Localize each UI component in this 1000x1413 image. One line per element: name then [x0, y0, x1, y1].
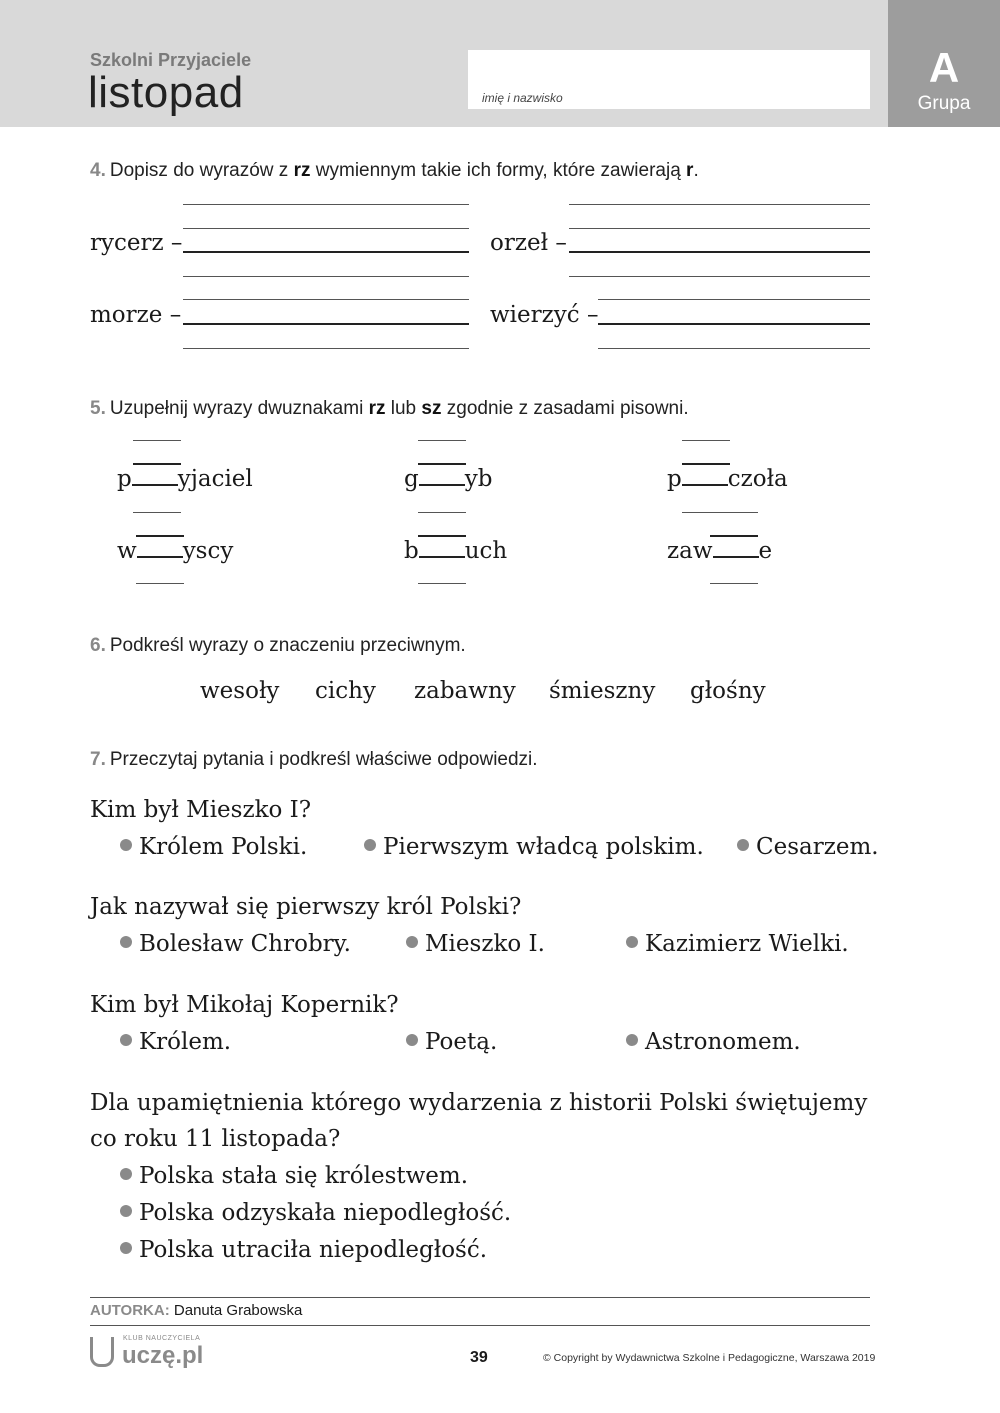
guide-line [136, 535, 184, 537]
guide-line [133, 440, 181, 441]
answer-option[interactable] [364, 834, 704, 860]
fill-blank[interactable] [137, 556, 183, 558]
word-wierzyc: wierzyć – [490, 302, 599, 328]
answer-text: Cesarzem. [756, 834, 879, 860]
word-rycerz: rycerz – [90, 230, 183, 256]
task-text: zgodnie z zasadami pisowni. [441, 398, 689, 419]
task-7-heading [90, 749, 538, 771]
answer-text: Bolesław Chrobry. [139, 931, 351, 957]
guide-line [418, 583, 466, 584]
answer-line-orzel[interactable] [569, 251, 870, 253]
name-field-label: imię i nazwisko [482, 91, 563, 105]
word-end: yjaciel [177, 466, 253, 492]
task-number: 7. [90, 749, 106, 770]
answer-text: Polska stała się królestwem. [139, 1163, 469, 1189]
word-end: yb [464, 466, 493, 492]
word-start: g [404, 466, 419, 492]
group-badge [888, 0, 1000, 127]
series-title: Szkolni Przyjaciele [90, 50, 252, 70]
page-title: listopad [88, 68, 244, 117]
task-4-heading [90, 160, 699, 182]
word-orzel: orzeł – [490, 230, 567, 256]
task-number: 4. [90, 160, 106, 181]
guide-line [183, 228, 469, 229]
guide-line [418, 440, 466, 441]
question-1: Kim był Mieszko I? [90, 797, 312, 823]
bullet-icon [120, 1034, 132, 1046]
answer-text: Kazimierz Wielki. [645, 931, 849, 957]
answer-option[interactable] [626, 931, 849, 957]
publisher-logo [90, 1335, 220, 1371]
author-credit [90, 1302, 302, 1319]
question-4-line-2: co roku 11 listopada? [90, 1126, 341, 1152]
footer-divider [90, 1325, 870, 1326]
guide-line [183, 204, 469, 205]
bullet-icon [406, 936, 418, 948]
guide-line [136, 583, 184, 584]
answer-option[interactable] [120, 1200, 511, 1226]
answer-line-morze[interactable] [183, 323, 469, 325]
bullet-icon [120, 839, 132, 851]
answer-option[interactable] [737, 834, 879, 860]
footer-divider [90, 1297, 870, 1298]
guide-line [682, 440, 730, 441]
opposite-word-smieszny[interactable]: śmieszny [549, 678, 656, 704]
answer-option[interactable] [120, 1237, 487, 1263]
answer-text: Królem Polski. [139, 834, 308, 860]
author-label: AUTORKA: [90, 1302, 170, 1319]
answer-option[interactable] [120, 834, 307, 860]
answer-text: Pierwszym władcą polskim. [383, 834, 704, 860]
bullet-icon [120, 1205, 132, 1217]
fill-word-6 [667, 538, 772, 564]
group-word: Grupa [917, 93, 971, 114]
answer-text: Mieszko I. [425, 931, 545, 957]
guide-line [598, 299, 870, 300]
guide-line [598, 348, 870, 349]
task-text: Uzupełnij wyrazy dwuznakami [109, 398, 369, 419]
word-end: yscy [182, 538, 234, 564]
answer-option[interactable] [626, 1029, 801, 1055]
guide-line [418, 535, 466, 537]
answer-line-wierzyc[interactable] [598, 323, 870, 325]
guide-line [710, 535, 758, 537]
bullet-icon [364, 839, 376, 851]
guide-line [569, 276, 870, 277]
guide-line [133, 463, 181, 465]
question-4-line-1: Dla upamiętnienia którego wydarzenia z historii Polski świętujemy [90, 1090, 868, 1116]
group-letter: A [928, 44, 960, 91]
fill-word-4 [117, 538, 233, 564]
word-start: p [667, 466, 682, 492]
guide-line [183, 276, 469, 277]
task-bold: rz [293, 160, 311, 181]
answer-text: Astronomem. [645, 1029, 801, 1055]
fill-word-3 [667, 466, 788, 492]
answer-line-rycerz[interactable] [183, 251, 469, 253]
bullet-icon [626, 1034, 638, 1046]
word-morze: morze – [90, 302, 182, 328]
word-end: czoła [727, 466, 788, 492]
author-name: Danuta Grabowska [173, 1302, 303, 1319]
logo-u-icon [90, 1337, 114, 1367]
word-start: p [117, 466, 132, 492]
task-text: Dopisz do wyrazów z [109, 160, 294, 181]
task-number: 6. [90, 635, 106, 656]
fill-blank[interactable] [419, 484, 465, 486]
bullet-icon [120, 1168, 132, 1180]
task-6-heading [90, 635, 466, 657]
word-start: w [117, 538, 137, 564]
answer-option[interactable] [120, 931, 351, 957]
fill-blank[interactable] [713, 556, 759, 558]
guide-line [183, 348, 469, 349]
opposite-word-zabawny[interactable]: zabawny [414, 678, 516, 704]
task-text: Przeczytaj pytania i podkreśl właściwe odpowiedzi. [109, 749, 538, 770]
guide-line [418, 463, 466, 465]
guide-line [682, 512, 758, 513]
answer-text: Królem. [139, 1029, 232, 1055]
guide-line [183, 299, 469, 300]
word-start: b [404, 538, 419, 564]
bullet-icon [406, 1034, 418, 1046]
opposite-word-glosny[interactable]: głośny [690, 678, 766, 704]
fill-word-1 [117, 466, 253, 492]
task-number: 5. [90, 398, 106, 419]
task-5-heading [90, 398, 689, 420]
opposite-word-cichy[interactable]: cichy [315, 678, 376, 704]
fill-word-2 [404, 466, 492, 492]
name-field[interactable] [468, 50, 870, 109]
answer-option[interactable] [406, 1029, 497, 1055]
word-start: zaw [667, 538, 713, 564]
answer-option[interactable] [120, 1029, 231, 1055]
guide-line [682, 463, 730, 465]
page-number: 39 [470, 1349, 488, 1366]
answer-text: Polska odzyskała niepodległość. [139, 1200, 512, 1226]
word-end: e [758, 538, 773, 564]
fill-blank[interactable] [419, 556, 465, 558]
page-header [0, 0, 1000, 127]
task-bold: rz [368, 398, 386, 419]
opposite-word-wesoly[interactable]: wesoły [200, 678, 280, 704]
task-bold: r [686, 160, 694, 181]
guide-line [569, 204, 870, 205]
answer-text: Polska utraciła niepodległość. [139, 1237, 488, 1263]
question-2: Jak nazywał się pierwszy król Polski? [90, 894, 522, 920]
fill-word-5 [404, 538, 507, 564]
copyright-notice: © Copyright by Wydawnictwa Szkolne i Pedagogiczne, Warszawa 2019 [543, 1352, 876, 1364]
guide-line [710, 583, 758, 584]
guide-line [133, 512, 181, 513]
task-text: wymiennym takie ich formy, które zawierają [310, 160, 687, 181]
bullet-icon [120, 936, 132, 948]
answer-text: Poetą. [425, 1029, 498, 1055]
task-bold: sz [421, 398, 442, 419]
question-3: Kim był Mikołaj Kopernik? [90, 992, 399, 1018]
bullet-icon [737, 839, 749, 851]
logo-club-text: KLUB NAUCZYCIELA [123, 1335, 201, 1342]
answer-option[interactable] [120, 1163, 468, 1189]
logo-text: uczę.pl [122, 1342, 204, 1369]
guide-line [569, 228, 870, 229]
task-text: Podkreśl wyrazy o znaczeniu przeciwnym. [109, 635, 466, 656]
task-text: lub [385, 398, 422, 419]
task-text: . [693, 160, 699, 181]
word-end: uch [464, 538, 508, 564]
answer-option[interactable] [406, 931, 545, 957]
bullet-icon [626, 936, 638, 948]
fill-blank[interactable] [682, 484, 728, 486]
fill-blank[interactable] [132, 484, 178, 486]
bullet-icon [120, 1242, 132, 1254]
guide-line [418, 512, 466, 513]
